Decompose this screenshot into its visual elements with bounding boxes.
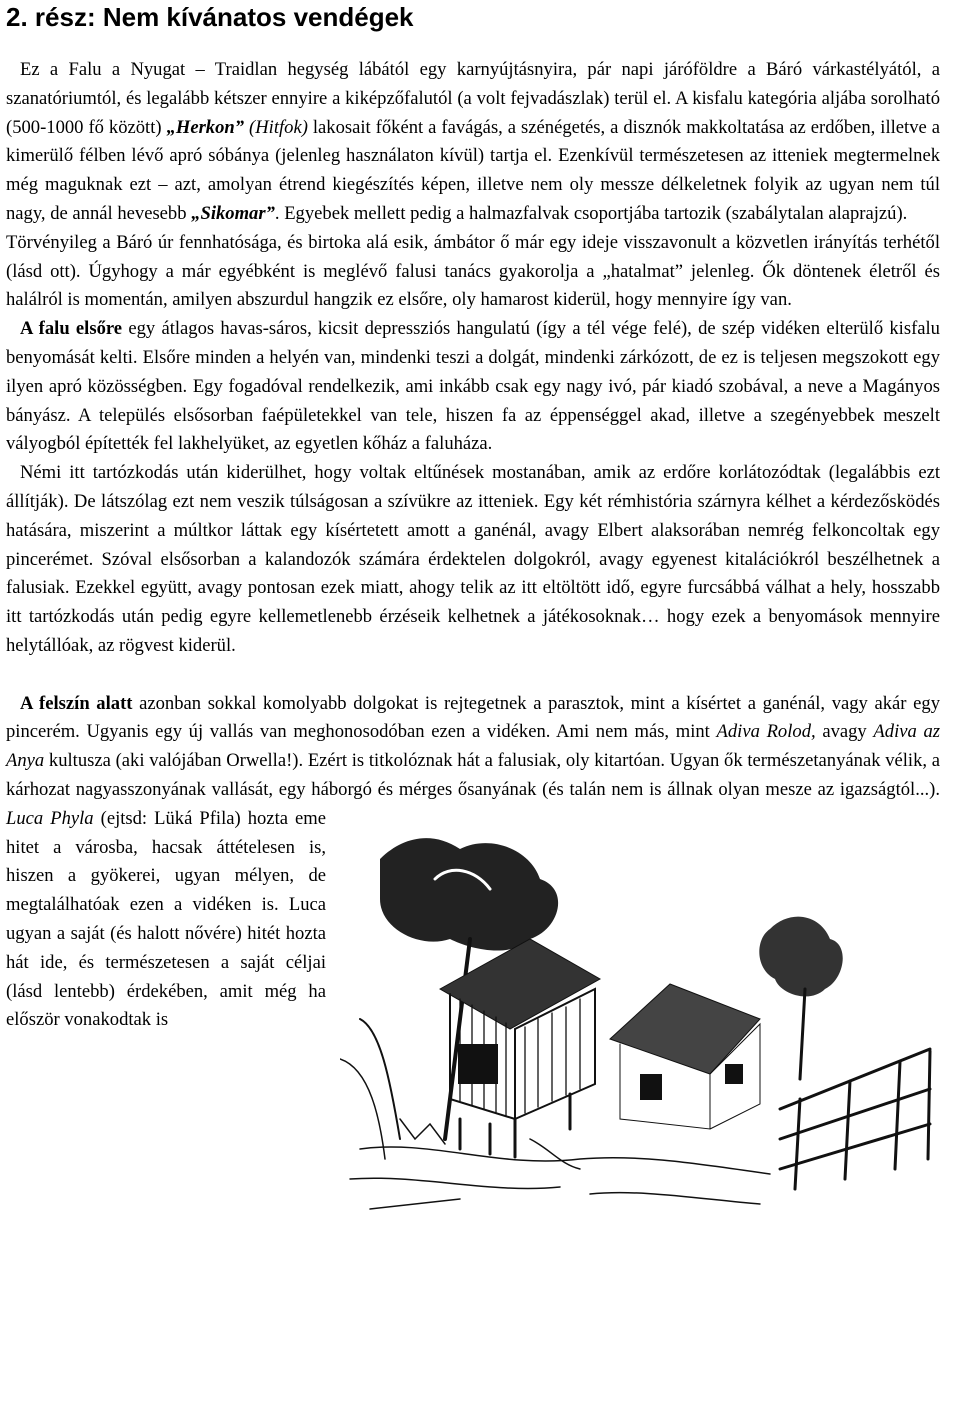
herkon-name: „Herkon” bbox=[166, 116, 245, 138]
bold-lead: A felszín alatt bbox=[20, 692, 133, 714]
sikomar-name: „Sikomar” bbox=[191, 202, 275, 224]
paragraph-intro bbox=[6, 56, 940, 229]
text-span: avagy bbox=[815, 721, 874, 743]
text-span: . Egyebek mellett pedig a halmazfalvak csoportjába tartozik (szabálytalan alaprajzú). bbox=[274, 202, 908, 224]
text-span: Ez a Falu a Nyugat – Traidlan hegység lábától egy karnyújtásnyira, pár napi járóföldre a Báró várkastélyától, a szanatóriumtól, és legalább kétszer ennyire a kiképzőfalutól (a volt fejvadászlak) terül el. A kisfalu kategória aljába sorolható (500-1000 fő között) bbox=[6, 59, 940, 138]
adiva-anya-name: Adiva az Anya bbox=[6, 721, 941, 772]
adiva-rolod-name: Adiva Rolod, bbox=[716, 721, 816, 743]
text-span: kultusza (aki valójában Orwella!). Ezért is titkolóznak hát a falusiak, oly kitartóan. Ugyan ők természetanyának vélik, a kárhozat nagyasszonyának vallását, egy háborgó és mérges ősanyának (és talán nem is állnak olyan mesze az igazságtól...). bbox=[6, 750, 940, 800]
paragraph-first-impression bbox=[6, 315, 940, 459]
village-sketch-image bbox=[340, 819, 940, 1219]
paragraph-gap bbox=[6, 661, 940, 690]
section-heading: 2. rész: Nem kívánatos vendégek bbox=[6, 2, 414, 32]
text-span: (ejtsd: Lüká Pfila) hozta eme hitet a városba, hacsak áttételesen is, hiszen a gyökerei, ugyan mélyen, de megtalálhatóak ezen a vidéken is. Luca ugyan a saját (és halott nővére) hitét hozta hát ide, és természetesen a saját céljai (lásd lentebb) érdekében, amit még ha először vonakodtak is bbox=[6, 807, 326, 1031]
text-span: lakosait főként a favágás, a szénégetés, a disznók makkoltatása az erdőben, illetve a kimerülő félben lévő apró sóbánya (jelenleg használaton kívül) tartja el. Ezenkívül természetesen az itteniek megtermelnek még maguknak ezt – azt, amolyan étrend kiegészítés képen, illetve nem oly messze délkeletnek folyik az ugyan nem túl nagy, de annál hevesebb bbox=[6, 116, 940, 224]
luca-phyla-name: Luca Phyla bbox=[6, 807, 94, 829]
bold-lead: A falu elsőre bbox=[20, 318, 123, 340]
paragraph-disappearances: Némi itt tartózkodás után kiderülhet, hogy voltak eltűnések mostanában, amik az erdőre korlátozódtak (legalábbis ezt állítják). De látszólag ezt nem veszik túlságosan a szívükre az itteniek. Egy két rémhistória szárnyra kélhet a kérdezősködés hatására, miszerint a múltkor láttak egy kísértetett amott a ganénál, avagy Elbert alaksorában nemrég felkoncoltak egy pincerémet. Szóval elsősorban a kalandozók számára érdektelen dolgokról, avagy egyenest kitalációkról beszélhetnek a falusiak. Ezekkel együtt, avagy pontosan ezek miatt, ahogy telik az itt eltöltött idő, egyre furcsábbá válhat a hely, hosszabb itt tartózkodás után pedig egyre kellemetlenebb érzéseik kelhetnek a játékosoknak… hogy ezek a benyomások mennyire helytállóak, az rögvest kiderül. bbox=[6, 462, 940, 656]
paragraph-authority: Törvényileg a Báró úr fennhatósága, és birtoka alá esik, ámbátor ő már egy ideje visszavonult a közvetlen irányítás terhétől (lásd ott). Úgyhogy a már egyébként is meglévő falusi tanács gyakorolja a „hatalmat” jelenleg. Ők döntenek életről és halálról is momentán, amilyen abszurdul hangzik ez elsőre, oly hamarost kiderül, hogy mennyire így van. bbox=[6, 231, 940, 311]
text-span: azonban sokkal komolyabb dolgokat is rejtegetnek a parasztok, mint a kísértet a ganénál, vagy akár egy pincerém. Ugyanis egy új vallás van meghonosodóban ezen a vidéken. Ami nem más, mint bbox=[6, 692, 940, 743]
body-text bbox=[6, 56, 940, 1219]
paragraph-beneath-surface bbox=[6, 690, 940, 1036]
text-span: egy átlagos havas-sáros, kicsit depressziós hangulatú (így a tél vége felé), de szép vidéken elterülő kisfalu benyomását kelti. Elsőre minden a helyén van, mindenki teszi a dolgát, mindenki zárkózott, de ez is teljesen megszokott egy ilyen apró közösségben. Egy fogadóval rendelkezik, ami inkább csak egy nagy ivó, pár kiadó szobával, a neve a Magányos bányász. A település elsősorban faépületekkel van tele, hiszen fa az éppenséggel akad, illetve a szegényebbek meszelt vályogból építették fel lakhelyüket, az egyetlen kőház a faluháza. bbox=[6, 318, 940, 455]
hitfok-name: (Hitfok) bbox=[249, 116, 308, 138]
